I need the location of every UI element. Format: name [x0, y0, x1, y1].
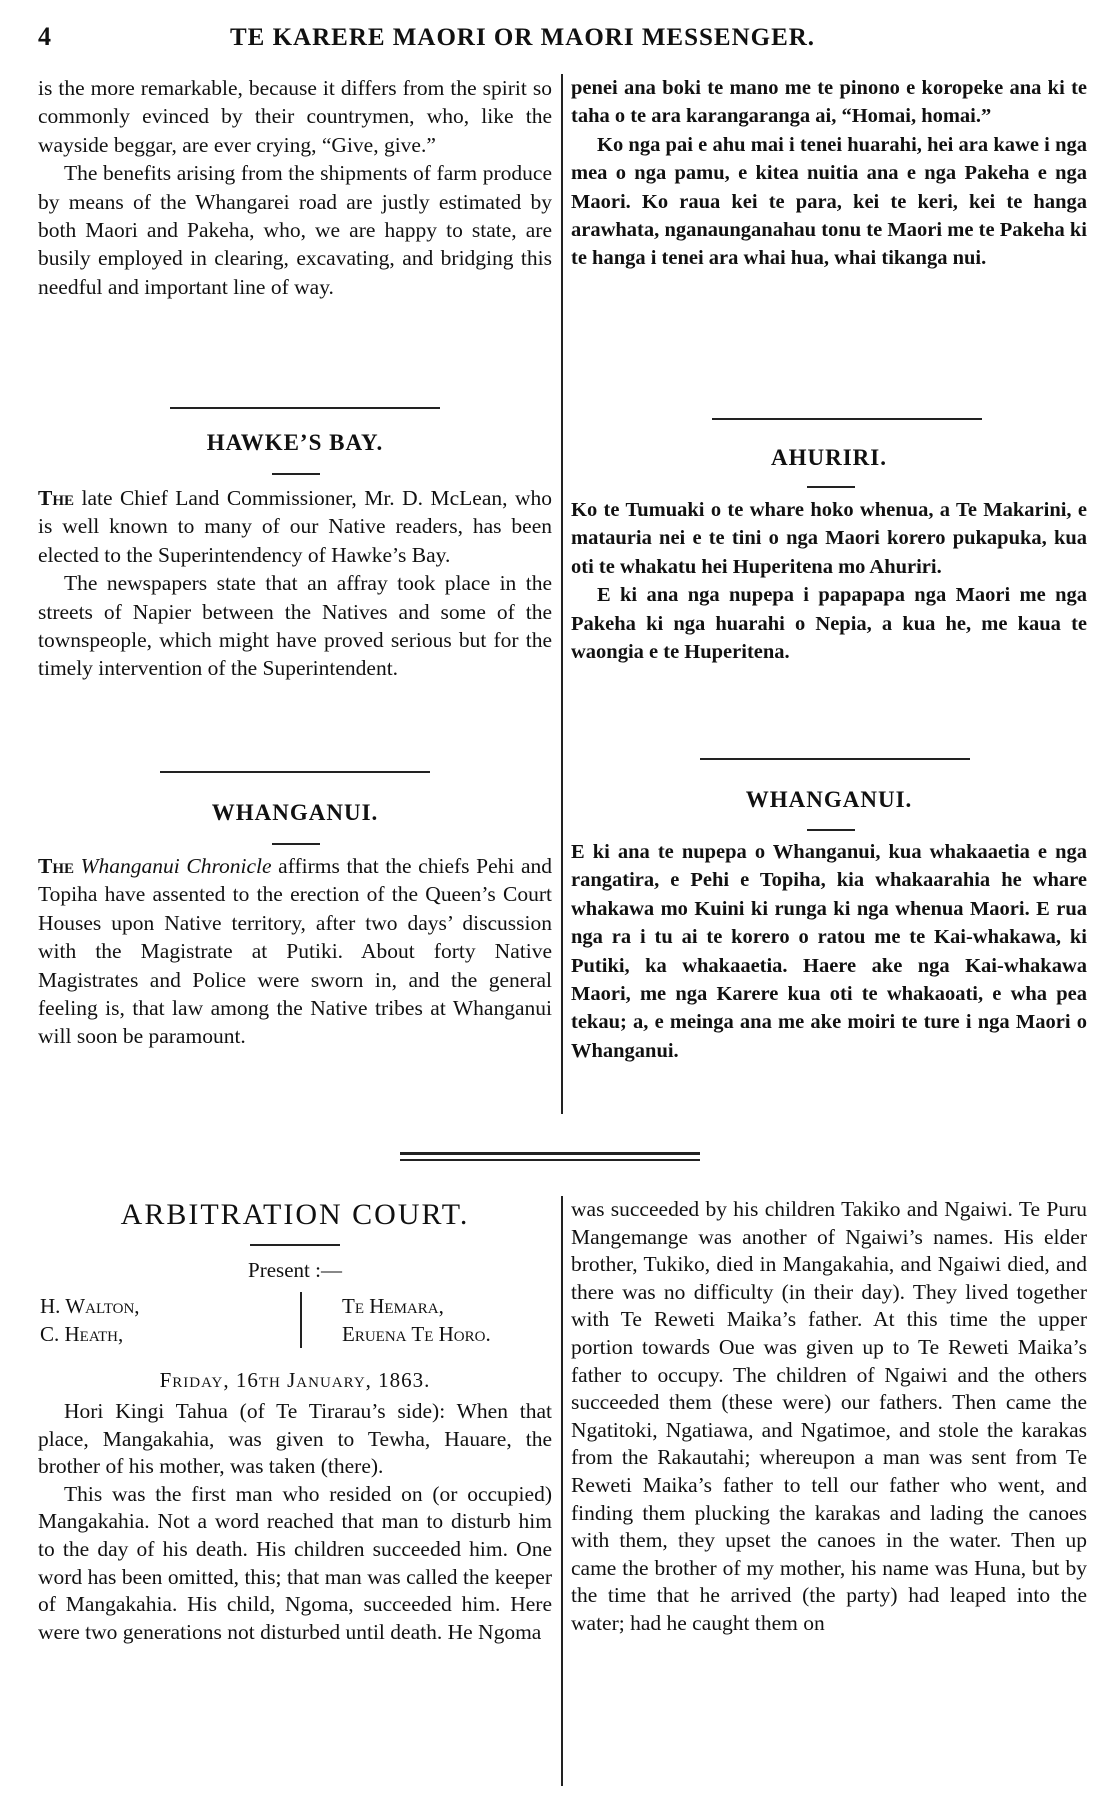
section-rule [170, 407, 440, 409]
arbitration-left-text [38, 1398, 552, 1646]
present-name: Eruena Te Horo. [342, 1322, 491, 1346]
column-divider-top [561, 74, 563, 1114]
heading-rule [250, 1244, 340, 1246]
column-divider-bottom [561, 1196, 563, 1786]
present-name: Te Hemara, [342, 1294, 444, 1318]
whanganui-paragraph-maori: E ki ana te nupepa o Whanganui, kua whakaaetia e nga rangatira, e Pehi e Topiha, kia whakaarahia he whare whakawa mo Kuini ki runga ki nga whenua Maori. E rua nga ra i tu ai te korero o ratou me te Kai-whakawa, ki Putiki, ka whakaaetia. Haere ake nga Kai-whakawa Maori, me nga Karere kua oti te whakaoati, e wha pea tekau; a, e meinga ana me ake moiri te ture i nga Maori o Whanganui. [571, 841, 1087, 1062]
page-number: 4 [38, 22, 51, 51]
maori-intro-paragraph: penei ana boki te mano me te pinono e koropeke ana ki te taha o te ara karangaranga ai, “Homai, homai.” [571, 77, 1087, 128]
whanganui-heading-maori: WHANGANUI. [745, 787, 913, 812]
present-line: Present :— [248, 1258, 342, 1282]
hawkes-bay-paragraph-2: The newspapers state that an affray took place in the streets of Napier between the Natives and some of the townspeople, which might have proved serious but for the timely intervention of the Superintendent. [38, 571, 552, 681]
top-right-column [571, 74, 1087, 273]
hawkes-bay-article [38, 484, 552, 683]
heading-rule [807, 829, 855, 831]
whanganui-article-maori [571, 838, 1087, 1065]
top-left-column [38, 74, 552, 301]
arbitration-paragraph-2: This was the first man who resided on (or occupied) Mangakahia. Not a word reached that man to disturb him to the day of his death. His children succeeded him. One word has been omitted, this; that man was called the keeper of Mangakahia. His child, Ngoma, succeeded him. Here were two generations not disturbed until death. He Ngoma [38, 1481, 552, 1644]
heading-rule [807, 486, 855, 488]
english-intro-paragraph: is the more remarkable, because it differs from the spirit so commonly evinced by their countrymen, who, like the wayside beggar, are ever crying, “Give, give.” [38, 76, 552, 157]
ahuriri-heading: AHURIRI. [771, 445, 887, 470]
arbitration-paragraph-1: Hori Kingi Tahua (of Te Tirarau’s side): When that place, Mangakahia, was given to Tewha, Hauare, the brother of his mother, was taken (there). [38, 1399, 552, 1479]
arbitration-court-heading: ARBITRATION COURT. [120, 1198, 470, 1231]
ahuriri-paragraph-1: Ko te Tumuaki o te whare hoko whenua, a Te Makarini, e matauria nei e te tini o nga Maori korero pukapuka, kua oti te whakatu hei Huperitena mo Ahuriri. [571, 499, 1087, 578]
arbitration-paragraph-continued: was succeeded by his children Takiko and Ngaiwi. Te Puru Mangemange was another of Ngaiwi’s names. His elder brother, Tukiko, died in Mangakahia, and Ngaiwi died, and there was no difficulty (in their day). They lived together with Te Reweti Maika’s father. At this time the upper portion towards Oue was given up to Te Reweti Maika’s father to occupy. The children of Ngaiwi and the others succeeded them (these were) our fathers. Then came the Ngatitoki, Ngatiawa, and Ngatimoe, and stole the karakas from the Rakautahi; whereupon a man was sent from Te Reweti Maika’s father to tell our father who went, and finding them plucking the karakas and lading the canoes with them, they upset the canoes in the water. Then up came the brother of my mother, his name was Huna, but by the time that he arrived (the party) had leaped into the water; had he caught them on [571, 1197, 1087, 1635]
section-rule [700, 758, 970, 760]
present-name: C. Heath, [40, 1322, 124, 1346]
double-rule-bottom [400, 1159, 700, 1161]
heading-rule [272, 843, 320, 845]
whanganui-heading-english: WHANGANUI. [211, 800, 379, 825]
section-rule [712, 418, 982, 420]
heading-rule [272, 473, 320, 475]
ahuriri-article [571, 496, 1087, 666]
hawkes-bay-first-word: The [38, 486, 75, 510]
present-name: H. Walton, [40, 1294, 140, 1318]
double-rule-top [400, 1152, 700, 1155]
masthead-title: TE KARERE MAORI OR MAORI MESSENGER. [230, 24, 816, 51]
names-divider [300, 1292, 302, 1348]
court-date: Friday, 16th January, 1863. [159, 1368, 431, 1392]
present-right-names [342, 1292, 552, 1348]
present-left-names [40, 1292, 270, 1348]
whanganui-first-word: The [38, 854, 75, 878]
english-whangarei-paragraph: The benefits arising from the shipments of farm produce by means of the Whangarei road are justly estimated by both Maori and Pakeha, who, we are happy to state, are busily employed in clearing, excavating, and bridging this needful and important line of way. [38, 161, 552, 299]
whanganui-chronicle-title: Whanganui Chronicle [80, 854, 272, 878]
hawkes-bay-heading: HAWKE’S BAY. [206, 430, 384, 455]
whanganui-paragraph-english: affirms that the chiefs Pehi and Topiha have assented to the erection of the Queen’s Court Houses upon Native territory, after two days’ discussion with the Magistrate at Putiki. About forty Native Magistrates and Police were sworn in, and the general feeling is, that law among the Native tribes at Whanganui will soon be paramount. [38, 854, 552, 1049]
maori-whangarei-paragraph: Ko nga pai e ahu mai i tenei huarahi, hei ara kawe i nga mea o nga pamu, e kitea nuitia ana e nga Pakeha e nga Maori. Ko raua kei te para, kei te keri, kei te hanga arawhata, nganaunganahau tonu te Maori me te Pakeha ki te hanga i tenei ara whai hua, whai tikanga nui. [571, 133, 1087, 270]
section-rule [160, 771, 430, 773]
whanganui-article-english [38, 852, 552, 1051]
hawkes-bay-paragraph-1: late Chief Land Commissioner, Mr. D. McLean, who is well known to many of our Native readers, has been elected to the Superintendency of Hawke’s Bay. [38, 486, 552, 567]
arbitration-right-text [571, 1196, 1087, 1638]
ahuriri-paragraph-2: E ki ana nga nupepa i papapapa nga Maori me nga Pakeha ki nga huarahi o Nepia, a kua he, me kaua te waongia e te Huperitena. [571, 584, 1087, 664]
